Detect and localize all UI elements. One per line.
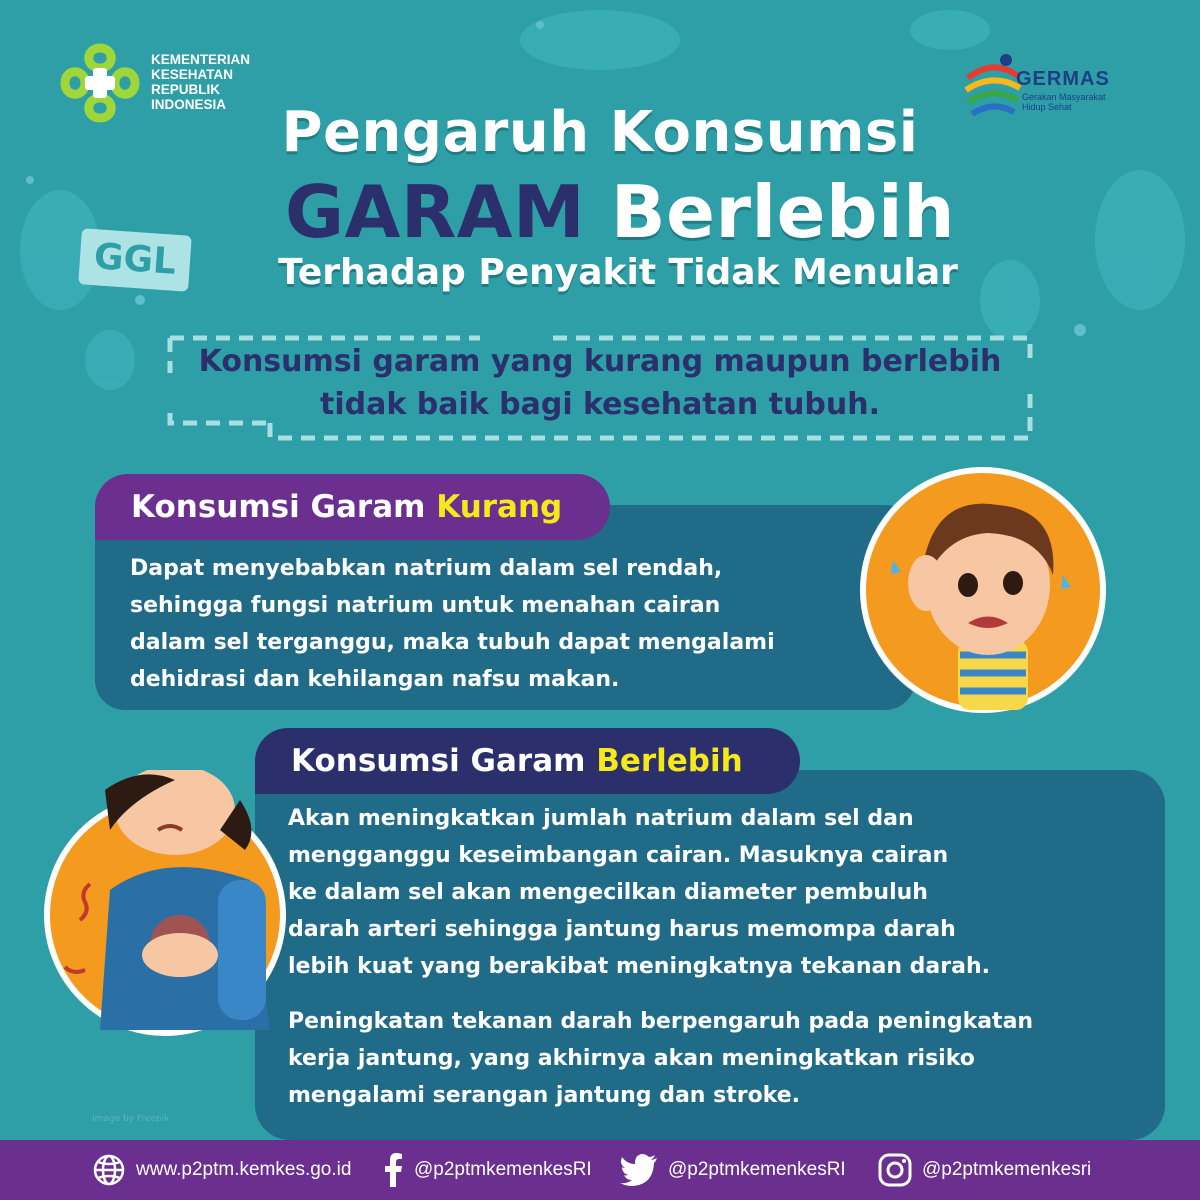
twitter-handle: @p2ptmkemenkesRI <box>668 1159 846 1180</box>
title-highlight-garam: GARAM <box>285 170 586 254</box>
heading-prefix: Konsumsi Garam <box>291 743 586 779</box>
intro-text <box>150 340 1050 426</box>
berlebih-heading <box>291 728 743 794</box>
heading-highlight: Kurang <box>436 489 563 525</box>
description-line: sehingga fungsi natrium untuk menahan cairan <box>130 593 721 618</box>
description-line: darah arteri sehingga jantung harus memompa darah <box>288 917 956 942</box>
description-line: mengganggu keseimbangan cairan. Masuknya cairan <box>288 843 949 868</box>
footer-website[interactable] <box>92 1140 351 1200</box>
intro-line: tidak baik bagi kesehatan tubuh. <box>319 387 881 422</box>
title-line-2 <box>240 170 1000 254</box>
heading-highlight: Berlebih <box>596 743 743 779</box>
description-line: dalam sel terganggu, maka tubuh dapat mengalami <box>130 630 775 655</box>
intro-box <box>150 318 1050 443</box>
heading-prefix: Konsumsi Garam <box>131 489 426 525</box>
kurang-heading <box>131 474 562 540</box>
intro-line: Konsumsi garam yang kurang maupun berlebih <box>198 344 1002 379</box>
berlebih-paragraph-1 <box>288 800 1148 985</box>
description-line: Akan meningkatkan jumlah natrium dalam sel dan <box>288 806 914 831</box>
title-berlebih: Berlebih <box>610 170 955 254</box>
description-line: ke dalam sel akan mengecilkan diameter pembuluh <box>288 880 928 905</box>
ministry-line: INDONESIA <box>151 97 227 112</box>
footer-instagram[interactable] <box>878 1140 1091 1200</box>
instagram-icon <box>878 1153 912 1187</box>
description-line: kerja jantung, yang akhirnya akan meningkatkan risiko <box>288 1046 975 1071</box>
ministry-line: KESEHATAN <box>151 67 234 82</box>
berlebih-paragraph-2 <box>288 1003 1148 1114</box>
description-line: dehidrasi dan kehilangan nafsu makan. <box>130 667 620 692</box>
image-credit: Image by Freepik <box>92 1114 170 1124</box>
germas-name: GERMAS <box>1016 68 1110 90</box>
description-line: Peningkatan tekanan darah berpengaruh pada peningkatan <box>288 1009 1034 1034</box>
berlebih-heading-pill <box>255 728 800 794</box>
footer-facebook[interactable] <box>382 1140 592 1200</box>
facebook-icon <box>382 1153 404 1187</box>
kurang-heading-pill <box>95 474 610 540</box>
germas-tagline: Gerakan Masyarakat Hidup Sehat <box>1022 92 1106 112</box>
footer-twitter[interactable] <box>620 1140 846 1200</box>
kurang-description <box>130 550 890 698</box>
twitter-icon <box>620 1154 658 1186</box>
description-line: lebih kuat yang berakibat meningkatnya tekanan darah. <box>288 954 990 979</box>
berlebih-description <box>288 800 1148 1132</box>
facebook-handle: @p2ptmkemenkesRI <box>414 1159 592 1180</box>
ministry-line: KEMENTERIAN <box>151 52 251 67</box>
website-url: www.p2ptm.kemkes.go.id <box>136 1159 352 1180</box>
description-line: mengalami serangan jantung dan stroke. <box>288 1083 801 1108</box>
globe-icon <box>92 1153 126 1187</box>
ggl-badge: GGL <box>78 228 192 292</box>
instagram-handle: @p2ptmkemenkesri <box>922 1159 1092 1180</box>
ministry-line: REPUBLIK <box>151 82 221 97</box>
footer-bar <box>0 1140 1200 1200</box>
dehydrated-boy-illustration <box>858 465 1108 715</box>
description-line: Dapat menyebabkan natrium dalam sel rendah, <box>130 556 723 581</box>
chest-pain-illustration <box>40 770 290 1060</box>
title-line-3: Terhadap Penyakit Tidak Menular <box>278 252 958 293</box>
title-line-1: Pengaruh Konsumsi <box>281 100 919 165</box>
